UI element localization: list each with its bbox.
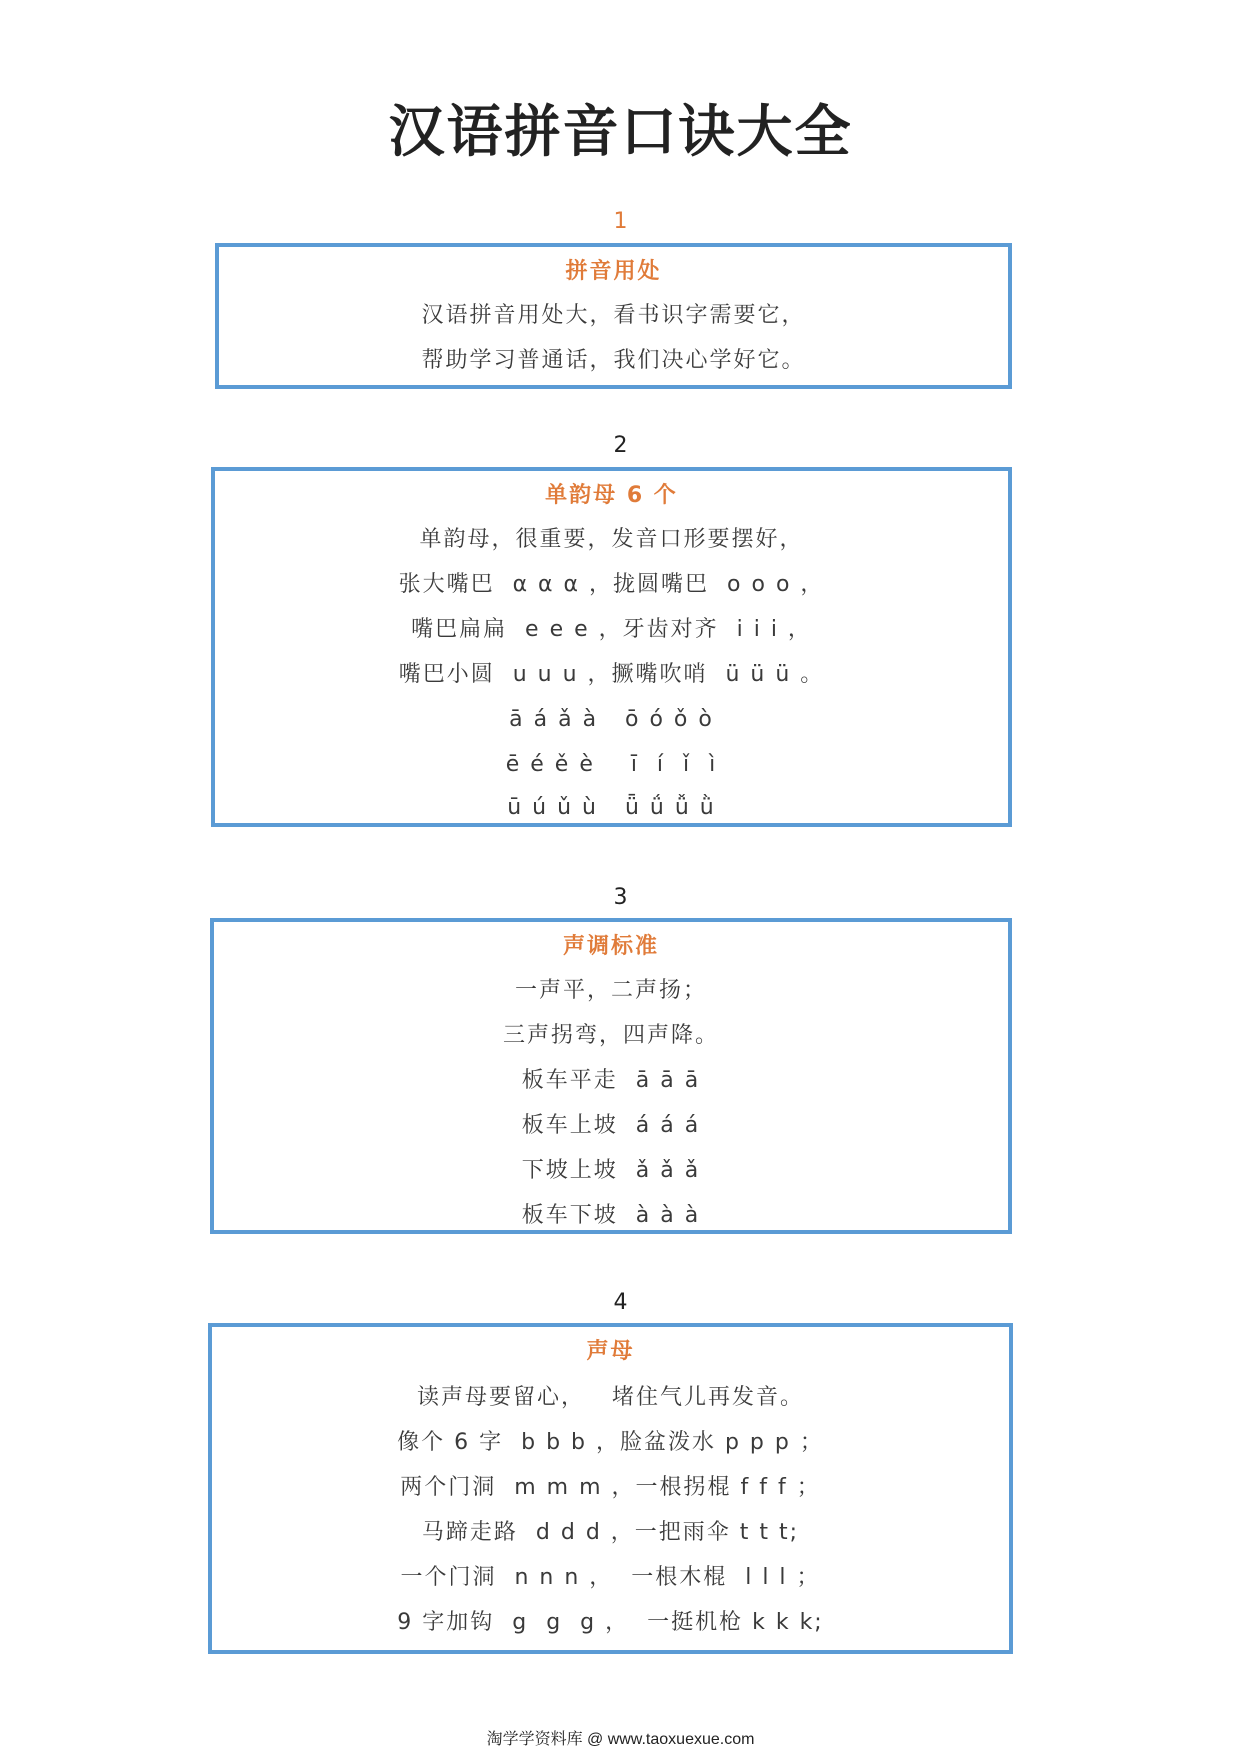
tone-line: ā á ǎ à ō ó ǒ ò: [509, 707, 714, 732]
verse-line: 板车上坡 á á á: [521, 1113, 701, 1138]
section-box-vowels: [211, 467, 1012, 827]
verse-line: 汉语拼音用处大，看书识字需要它，: [421, 303, 806, 328]
section-number: 4: [613, 1290, 628, 1315]
page-title: 汉语拼音口诀大全: [388, 100, 853, 165]
verse-line: 三声拐弯，四声降。: [502, 1023, 719, 1048]
verse-line: 像个 6 字 b b b ，脸盆泼水 p p p ；: [397, 1430, 824, 1455]
verse-line: 帮助学习普通话，我们决心学好它。: [421, 348, 806, 373]
verse-line: 下坡上坡 ǎ ǎ ǎ: [521, 1158, 701, 1183]
verse-line: 读声母要留心， 堵住气儿再发音。: [417, 1385, 804, 1410]
verse-line: 单韵母，很重要，发音口形要摆好，: [419, 527, 804, 552]
section-number: 1: [613, 209, 628, 234]
section-box-usage: [215, 243, 1012, 389]
section-box-tones: [210, 918, 1012, 1234]
verse-line: 嘴巴小圆 u u u ，撅嘴吹哨 ü ü ü 。: [398, 662, 825, 687]
section-heading: 声母: [586, 1339, 635, 1364]
section-box-initials: [208, 1323, 1013, 1654]
verse-line: 张大嘴巴 α α α ，拢圆嘴巴 o o o ，: [398, 572, 825, 597]
section-heading: 单韵母 6 个: [545, 483, 678, 508]
section-heading: 声调标准: [562, 934, 659, 959]
verse-line: 9 字加钩 g g g ， 一挺机枪 k k k;: [397, 1610, 824, 1635]
verse-line: 两个门洞 m m m ，一根拐棍 f f f ；: [400, 1475, 821, 1500]
footer-watermark: 淘学学资料库 @ www.taoxuexue.com: [486, 1731, 755, 1748]
section-heading: 拼音用处: [565, 259, 662, 284]
verse-line: 一声平，二声扬；: [514, 978, 707, 1003]
section-number: 3: [613, 885, 628, 910]
tone-line: ē é ě è ī í ǐ ì: [505, 752, 718, 777]
tone-line: ū ú ǔ ù ǖ ǘ ǚ ǜ: [507, 795, 716, 820]
verse-line: 板车平走 ā ā ā: [521, 1068, 701, 1093]
verse-line: 马蹄走路 d d d ，一把雨伞 t t t;: [421, 1520, 800, 1545]
verse-line: 一个门洞 n n n ， 一根木棍 l l l ；: [400, 1565, 821, 1590]
verse-line: 嘴巴扁扁 e e e ，牙齿对齐 i i i ，: [411, 617, 812, 642]
verse-line: 板车下坡 à à à: [521, 1203, 701, 1228]
section-number: 2: [613, 433, 628, 458]
